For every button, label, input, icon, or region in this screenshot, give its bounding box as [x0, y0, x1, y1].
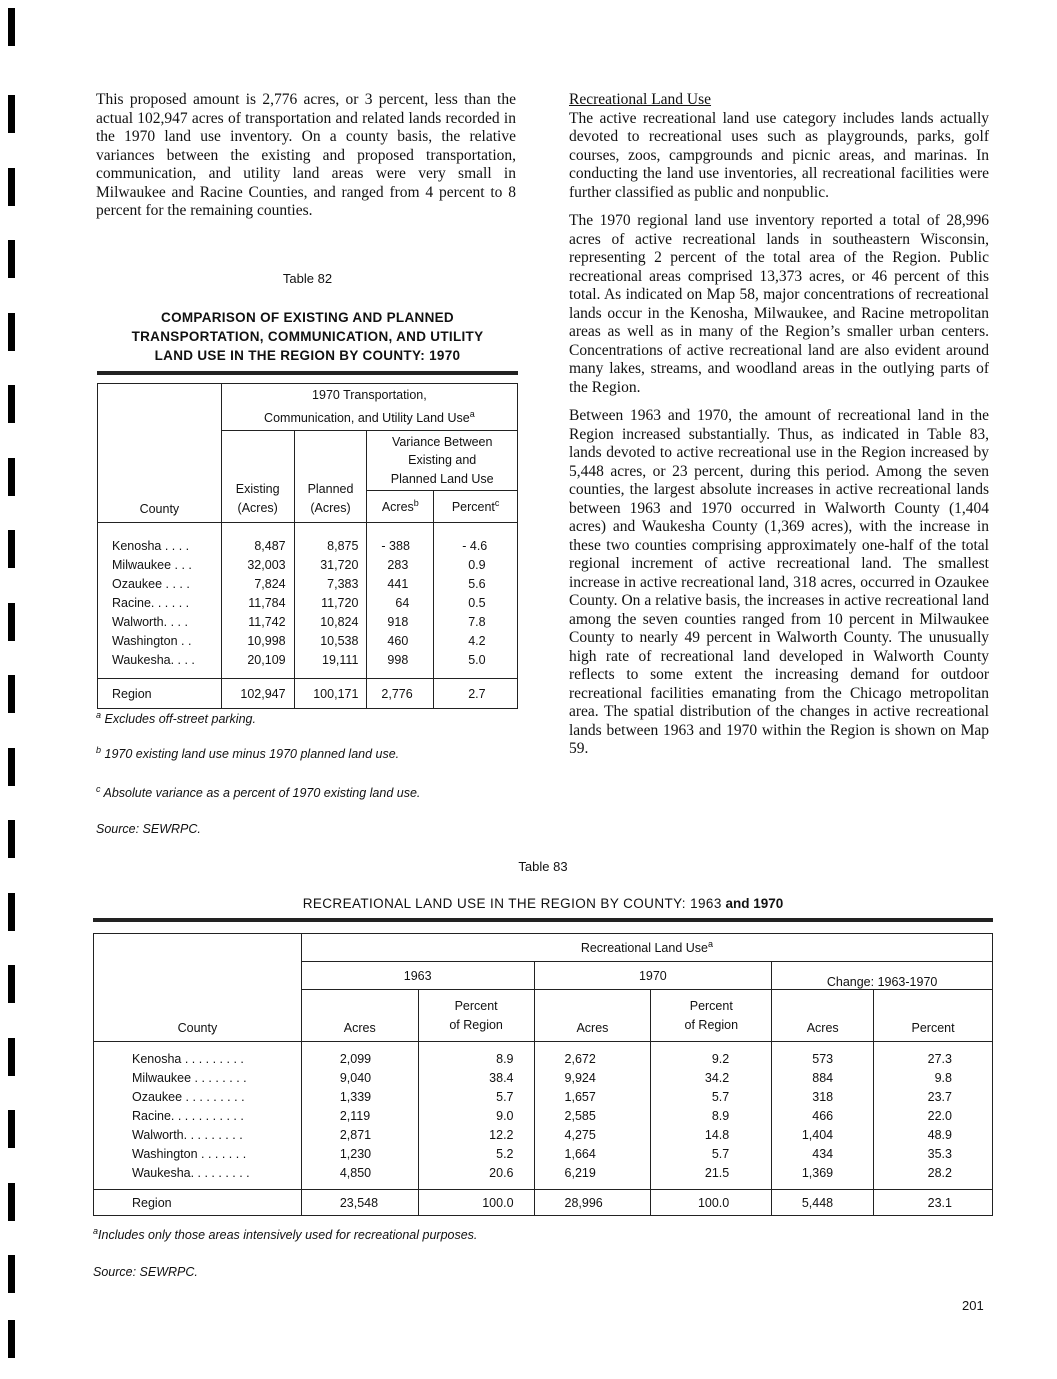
table82-planned-header-l1: Planned	[307, 482, 354, 496]
table83-title	[93, 896, 993, 911]
table83-county: Racine. . . . . . . . . . .	[132, 1109, 244, 1123]
table83-county: Waukesha. . . . . . . . .	[132, 1166, 250, 1180]
table82-total-percent: 2.7	[434, 679, 518, 709]
table82-existing-value: 7,824	[254, 577, 286, 591]
table83-note-sup: a	[93, 1226, 99, 1236]
table83-pct1963-value: 38.4	[489, 1071, 514, 1085]
table82-var-percent-value: - 4.6	[462, 539, 488, 553]
table82-county-header-cell	[98, 384, 222, 523]
table83-chg-pct-value: 23.7	[927, 1090, 952, 1104]
table82-title-line: COMPARISON OF EXISTING AND PLANNED	[161, 310, 454, 325]
table82-existing-value: 8,487	[254, 539, 286, 553]
table83-chg-pct-value: 35.3	[927, 1147, 952, 1161]
left-paragraph: This proposed amount is 2,776 acres, or 3 percent, less than the actual 102,947 acres of transportation and related lands recorded in the 1970 land use inventory. On a county basis, the relative variances between the existing and proposed transportation, communication, and utility land areas were very small in Milwaukee and Racine Counties, and ranged from 4 percent to 8 percent for the remaining counties.	[96, 91, 516, 219]
table83-pct1963-value: 5.7	[496, 1090, 514, 1104]
table83-pct1963-column	[418, 1042, 534, 1190]
table83-pct1970-value: 9.2	[711, 1052, 730, 1066]
table83-acres1963-header: Acres	[301, 990, 418, 1042]
table82-var-acres-header-cell	[367, 491, 434, 523]
table82-var-percent-column	[434, 523, 518, 679]
table83-acres1970-value: 2,672	[564, 1052, 596, 1066]
table83-total-pct1970: 100.0	[651, 1190, 772, 1216]
table83-chg-acres-value: 318	[812, 1090, 834, 1104]
right-paragraph-2: The 1970 regional land use inventory reported a total of 28,996 acres of active recreational lands in southeastern Wisconsin, representing 2 percent of the total area of the Region. Public recreational areas comprised 13,373 acres, or 46 percent of this total. As indicated on Map 58, major concentrations of recreational lands occur in the Kenosha, Milwaukee, and Racine metropolitan areas as well as in many of the Region’s smaller urban centers. Concentrations of active recreational land are also evident around many lakes, streams, and woodland areas in the outlying parts of the Region.	[569, 212, 989, 396]
table82-total-label: Region	[98, 679, 222, 709]
table82-var-acres-value: 918	[387, 615, 409, 629]
table82-planned-header-cell	[294, 431, 367, 523]
table82-existing-value: 20,109	[247, 653, 286, 667]
table83-pct-header-l2: of Region	[684, 1018, 739, 1032]
table82-group-header-line2	[222, 405, 517, 428]
table82-county: Ozaukee . . . .	[112, 577, 190, 591]
table82-county: Walworth. . . .	[112, 615, 188, 629]
table83-acres1963-value: 1,339	[339, 1090, 372, 1104]
table82-var-acres-value: 441	[387, 577, 409, 591]
table83-acres1970-header: Acres	[534, 990, 651, 1042]
table83-source: Source: SEWRPC.	[93, 1265, 198, 1279]
table82-county: Washington . .	[112, 634, 192, 648]
table83-county: Washington . . . . . . .	[132, 1147, 247, 1161]
table82-existing-header-cell	[221, 431, 294, 523]
table83-chg-pct-value: 28.2	[927, 1166, 952, 1180]
table82-var-percent-value: 4.2	[468, 634, 486, 648]
table82-label: Table 82	[282, 271, 333, 286]
table82-var-acres-value: - 388	[381, 539, 410, 553]
table83-pct1963-value: 8.9	[496, 1052, 514, 1066]
table83-chg-acres-value: 884	[812, 1071, 834, 1085]
table83-total-chg-acres: 5,448	[772, 1190, 874, 1216]
table83-group-header-cell	[301, 934, 992, 962]
table83-title-and: and 1970	[721, 896, 784, 911]
table83-chg-pct-value: 27.3	[927, 1052, 952, 1066]
table82-existing-value: 11,742	[248, 615, 286, 629]
table82-variance-l2: Existing and	[408, 453, 477, 467]
table83-chg-acres-header: Acres	[772, 990, 874, 1042]
table82-existing-column	[221, 523, 294, 679]
table82-planned-value: 8,875	[327, 539, 359, 553]
table83-county-header: County	[177, 1021, 218, 1035]
table83-change-header: Change: 1963-1970	[772, 962, 993, 990]
table82-planned-header-l2: (Acres)	[310, 501, 351, 515]
table82-existing-value: 10,998	[247, 634, 286, 648]
table83-total-pct1963: 100.0	[418, 1190, 534, 1216]
table83-acres1963-value: 9,040	[339, 1071, 372, 1085]
table83-pct1970-header	[651, 990, 772, 1042]
table83-acres1963-value: 2,119	[339, 1109, 371, 1123]
table83-pct-header-l1: Percent	[689, 999, 733, 1013]
table83-total-acres1963: 23,548	[301, 1190, 418, 1216]
table83-acres1963-value: 2,871	[339, 1128, 372, 1142]
table82-county-header: County	[139, 502, 180, 516]
table83-pct1963-value: 5.2	[496, 1147, 514, 1161]
table83-chg-acres-value: 434	[812, 1147, 834, 1161]
table82-var-acres-header: Acres	[381, 500, 414, 515]
table82-planned-column	[294, 523, 367, 679]
table83-pct1970-value: 14.8	[704, 1128, 730, 1142]
table83-acres1963-column	[301, 1042, 418, 1190]
table82-county: Racine. . . . . .	[112, 596, 190, 610]
table83-acres1970-value: 1,664	[564, 1147, 596, 1161]
table83-chg-acres-value: 1,369	[801, 1166, 834, 1180]
table83-acres1970-value: 2,585	[564, 1109, 596, 1123]
table82-note-sup: c	[96, 784, 101, 794]
right-paragraph-1: The active recreational land use category includes lands actually devoted to recreational uses such as playgrounds, parks, golf courses, zoos, campgrounds and picnic areas, and marinas. In conducting the land use inventories, all recreational facilities were further classified as public and nonpublic.	[569, 109, 989, 201]
table83-label: Table 83	[518, 859, 568, 874]
right-column	[569, 91, 989, 759]
table82-group-header-line1: 1970 Transportation,	[312, 387, 427, 402]
table82-var-acres-column	[367, 523, 434, 679]
table82-total-existing: 102,947	[221, 679, 294, 709]
right-paragraph-3: Between 1963 and 1970, the amount of recreational land in the Region increased substantially. Thus, as indicated in Table 83, lands devoted to active recreational use in the Region increased by 5,448 acres, or 23 percent, during this period. Among the seven counties, the largest absolute increases in active recreational lands between 1963 and 1970 occurred in Walworth County (1,404 acres) and Waukesha County (1,369 acres), with the increase in these two counties comprising approximately one-half of the total regional increment of active recreational land. The smallest increase in active recreational land, 318 acres, occurred in Ozaukee County. On a relative basis, the increases in active recreational land among the seven counties ranged from 10 percent in Milwaukee County to nearly 49 percent in Walworth County. The unusually high rate of recreational land developed in Walworth County reflects to some extent the increasing demand for outdoor recreational facilities emanating from the Chicago metropolitan area. The spatial distribution of the changes in active recreational lands between 1963 and 1970 within the Region is shown on Map 59.	[569, 407, 989, 757]
table83-acres1970-value: 9,924	[564, 1071, 596, 1085]
table83-pct1963-value: 12.2	[489, 1128, 514, 1142]
table83-pct1963-value: 9.0	[496, 1109, 514, 1123]
table82-total-planned: 100,171	[294, 679, 367, 709]
table82-note-a	[96, 710, 256, 726]
table83-pct-header-l1: Percent	[454, 999, 498, 1013]
table83-chg-acres-value: 573	[812, 1052, 834, 1066]
table82-rule	[97, 371, 518, 375]
table83-county-column	[94, 1042, 302, 1190]
table83-pct1970-value: 34.2	[704, 1071, 730, 1085]
table83-total-chg-pct: 23.1	[874, 1190, 993, 1216]
table82-source: Source: SEWRPC.	[96, 822, 201, 836]
table82-var-acres-value: 460	[387, 634, 409, 648]
table82	[97, 383, 518, 709]
table83-chg-pct-value: 9.8	[934, 1071, 952, 1085]
table82-county: Kenosha . . . .	[112, 539, 190, 553]
table83-total-label: Region	[94, 1190, 302, 1216]
table82-planned-value: 7,383	[327, 577, 359, 591]
table83-year-1963: 1963	[301, 962, 534, 990]
table83-acres1963-value: 4,850	[339, 1166, 372, 1180]
table82-variance-header-cell	[367, 431, 518, 491]
table82-note-b	[96, 745, 399, 761]
table83-acres1970-column	[534, 1042, 651, 1190]
table82-var-percent-header-cell	[434, 491, 518, 523]
table83-pct1963-value: 20.6	[489, 1166, 514, 1180]
table83-chg-pct-value: 48.9	[927, 1128, 952, 1142]
table83-group-sup: a	[708, 939, 714, 950]
table82-planned-value: 31,720	[320, 558, 359, 572]
table82-var-acres-value: 998	[387, 653, 409, 667]
table82-planned-value: 10,824	[320, 615, 359, 629]
table83-county: Milwaukee . . . . . . . .	[132, 1071, 247, 1085]
table83-chg-pct-column	[874, 1042, 993, 1190]
table83-pct1970-value: 8.9	[711, 1109, 730, 1123]
section-heading: Recreational Land Use	[569, 91, 712, 108]
table83-county: Ozaukee . . . . . . . . .	[132, 1090, 245, 1104]
table82-group-sup: a	[469, 408, 475, 419]
table82-acres-sup: b	[413, 498, 419, 509]
table82-planned-value: 10,538	[320, 634, 359, 648]
table82-existing-header-l1: Existing	[235, 482, 280, 496]
table83-chg-pct-value: 22.0	[927, 1109, 952, 1123]
table83-chg-acres-column	[772, 1042, 874, 1190]
table82-title	[97, 308, 518, 365]
table83-acres1970-value: 4,275	[564, 1128, 596, 1142]
table82-note-text: Excludes off-street parking.	[104, 712, 256, 727]
table83-county-header-cell	[94, 934, 302, 1042]
table82-title-line: TRANSPORTATION, COMMUNICATION, AND UTILITY	[131, 329, 484, 344]
table83-county: Walworth. . . . . . . . .	[132, 1128, 243, 1142]
table82-planned-value: 11,720	[321, 596, 359, 610]
table83-pct1970-column	[651, 1042, 772, 1190]
table83-pct1970-value: 21.5	[704, 1166, 730, 1180]
table82-var-percent-header: Percent	[451, 500, 495, 515]
table83-acres1970-value: 6,219	[564, 1166, 596, 1180]
table82-variance-l1: Variance Between	[391, 434, 493, 449]
table82-note-text: Absolute variance as a percent of 1970 existing land use.	[103, 786, 421, 801]
table82-note-sup: b	[96, 745, 102, 755]
table83-chg-acres-value: 466	[812, 1109, 834, 1123]
table83-pct1970-value: 5.7	[711, 1090, 730, 1104]
table83-pct1970-value: 5.7	[711, 1147, 730, 1161]
page-number: 201	[962, 1298, 984, 1313]
table83-rule	[93, 918, 993, 922]
table82-var-percent-value: 7.8	[468, 615, 486, 629]
table82-var-percent-value: 5.6	[468, 577, 486, 591]
table82-percent-sup: c	[494, 498, 500, 509]
table83-chg-acres-value: 1,404	[801, 1128, 834, 1142]
table82-existing-value: 32,003	[247, 558, 286, 572]
table82-total-acres: 2,776	[367, 679, 434, 709]
table82-title-line: LAND USE IN THE REGION BY COUNTY: 1970	[154, 348, 461, 363]
table83-group-header: Recreational Land Use	[580, 941, 708, 956]
table82-planned-value: 19,111	[322, 653, 359, 667]
table83-pct-header-l2: of Region	[449, 1018, 503, 1032]
table82-note-sup: a	[96, 710, 102, 720]
table82-existing-header-l2: (Acres)	[237, 501, 278, 515]
table82-group-header-cell	[221, 384, 517, 431]
table82-var-percent-value: 0.5	[468, 596, 486, 610]
table83-chg-pct-header: Percent	[874, 990, 993, 1042]
table83-note-text: Includes only those areas intensively used for recreational purposes.	[98, 1228, 478, 1243]
table82-county: Milwaukee . . .	[112, 558, 192, 572]
table83-acres1970-value: 1,657	[564, 1090, 596, 1104]
table83-title-main: RECREATIONAL LAND USE IN THE REGION BY COUNTY: 1963	[302, 896, 722, 911]
table82-group-header-text: Communication, and Utility Land Use	[264, 411, 470, 426]
table83-year-1970: 1970	[534, 962, 772, 990]
table83-acres1963-value: 1,230	[339, 1147, 372, 1161]
table82-county: Waukesha. . . .	[112, 653, 195, 667]
table83-note	[93, 1226, 477, 1242]
table82-var-acres-value: 64	[395, 596, 410, 610]
table82-county-column	[98, 523, 222, 679]
table82-var-acres-value: 283	[387, 558, 409, 572]
table82-variance-l3: Planned Land Use	[390, 471, 494, 486]
table82-var-percent-value: 5.0	[468, 653, 486, 667]
table83-county: Kenosha . . . . . . . . .	[132, 1052, 244, 1066]
table82-existing-value: 11,784	[248, 596, 286, 610]
table82-var-percent-value: 0.9	[468, 558, 486, 572]
table83-pct1963-header	[418, 990, 534, 1042]
table83-acres1963-value: 2,099	[339, 1052, 372, 1066]
table83-total-acres1970: 28,996	[534, 1190, 651, 1216]
table83	[93, 933, 993, 1216]
table82-note-c	[96, 784, 420, 800]
table82-note-text: 1970 existing land use minus 1970 planned land use.	[104, 747, 400, 762]
